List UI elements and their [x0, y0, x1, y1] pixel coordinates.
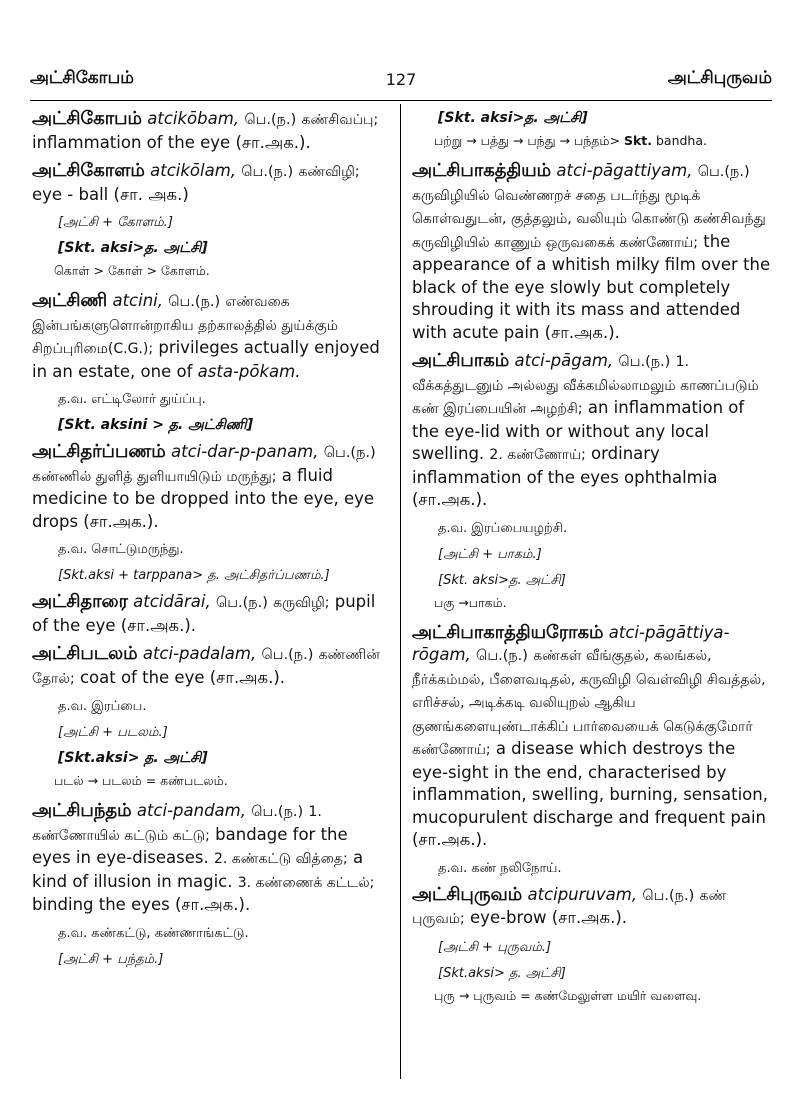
english-definition: eye - ball (சா. அக.) [32, 184, 189, 204]
sense-3-tamil: 3. கண்ணைக் கட்டல்; [237, 874, 375, 891]
transliteration: atcini, [112, 291, 163, 310]
guide-word-right: அட்சிபுருவம் [667, 68, 772, 88]
derivation-language: Skt. [623, 133, 652, 148]
transliteration: atcikōlam, [150, 161, 237, 180]
part-of-speech: பெ.(ந.) [241, 164, 294, 180]
header-rule [30, 100, 772, 101]
part-of-speech: பெ.(ந.) [642, 887, 695, 904]
etymology-note: [அட்சி + பாகம்.] [438, 546, 542, 562]
headword: அட்சிபாகத்தியம் [412, 160, 552, 181]
sense-1-tamil: 1. வீக்கத்துடனும் அல்லது வீக்கமில்லாமலும் காணப்படும் கண் இரப்பையின் அழற்சி; [412, 354, 759, 417]
transliteration: atci-pāgāttiya-rōgam, [412, 622, 730, 664]
english-definition: the appearance of a whitish milky film over the black of the eye slowly but completely shrouding it with its mass and attended with acute pain (சா.அக.). [412, 231, 771, 342]
derivation-chain: பற்று → பத்து → பந்து → பந்தம்> [434, 133, 620, 148]
headword: அட்சிகோபம் [32, 108, 143, 129]
part-of-speech: பெ.(ந.) [476, 648, 528, 664]
headword: அட்சிதர்ப்பணம் [32, 441, 166, 462]
tamil-equivalent: த.வ. இரப்பை. [58, 699, 147, 714]
entry-atcini [32, 290, 388, 383]
english-definition: a disease which destroys the eye-sight in the end, characterised by inflammation, swelling, burning, sensation, mucopurulent discharge and frequent pain (சா.அக.). [412, 739, 768, 849]
tamil-definition: கண்சிவப்பு; [301, 112, 379, 128]
english-definition: coat of the eye (சா.அக.). [79, 667, 286, 687]
entry-atcidarppanam [32, 441, 388, 533]
etymology-note: [Skt. aksi>த. அட்சி] [438, 572, 566, 588]
transliteration: atci-pāgattiyam, [556, 161, 693, 180]
page-header [30, 68, 772, 94]
tamil-definition: கருவிழியில் வெண்ணறச் சதை படர்ந்து மூடிக் கொள்வதுடன், குத்தலும், வலியும் கொண்டு கண்சிவந்து கருவிழியில் காணும் ஒருவகைக் கண்ணோய்; [412, 187, 766, 251]
headword: அட்சிபுருவம் [412, 883, 523, 905]
transliteration: atcikōbam, [147, 109, 240, 128]
tamil-equivalent: த.வ. சொட்டுமருந்து. [58, 542, 184, 557]
etymology-note: [Skt.aksi> த. அட்சி] [58, 750, 208, 766]
right-column [412, 108, 772, 1015]
tamil-equivalent: த.வ. கண்கட்டு, கண்ணாங்கட்டு. [58, 925, 249, 941]
english-definition: privileges actually enjoyed in an estate, one of [32, 338, 380, 381]
etymology-note: [அட்சி + படலம்.] [58, 725, 168, 740]
tamil-equivalent: த.வ. கண் நலிநோய். [438, 860, 562, 876]
part-of-speech: பெ.(ந.) [251, 804, 304, 820]
sense-1-english: an inflammation of the eye-lid with or without any local swelling. [412, 398, 745, 463]
etymology-note: [Skt. aksi>த. அட்சி] [58, 240, 208, 256]
part-of-speech: பெ.(ந.) [168, 294, 221, 310]
derivation-source: bandha. [655, 133, 707, 148]
headword: அட்சிபாகம் [412, 350, 510, 371]
sense-2-english: ordinary inflammation of the eyes ophthalmia (சா.அக.). [412, 444, 718, 509]
entry-atcipandam [32, 800, 388, 917]
derivation-note: கொள் > கோள் > கோளம். [54, 263, 210, 278]
tamil-equivalent: த.வ. இரப்பையழற்சி. [438, 520, 568, 536]
tamil-definition: கண்ணில் துளித் துளியாயிடும் மருந்து; [32, 468, 277, 485]
entry-atcipadalam [32, 643, 388, 690]
etymology-note: [Skt. aksi>த. அட்சி] [438, 110, 588, 126]
sense-1-tamil: 1. கண்ணோயில் கட்டும் கட்டு; [32, 804, 322, 844]
tamil-definition: கண்விழி; [298, 164, 360, 180]
english-definition: eye-brow (சா.அக.). [470, 908, 628, 927]
etymology-note: [Skt.aksi> த. அட்சி] [438, 965, 566, 981]
english-definition: pupil of the eye (சா.அக.). [32, 592, 376, 635]
tamil-definition: கருவிழி; [273, 595, 330, 611]
derivation-note: பகு →பாகம். [434, 594, 507, 610]
headword: அட்சிதாரை [32, 591, 128, 612]
left-column [32, 108, 388, 975]
headword: அட்சிபந்தம் [32, 800, 132, 821]
derivation-note [434, 130, 772, 152]
transliteration: atci-pāgam, [514, 351, 614, 370]
entry-atcipagattiyarogam [412, 622, 772, 852]
tamil-definition: கண்ணின் தோல்; [32, 647, 380, 687]
derivation-note: படல் → படலம் = கண்படலம். [54, 773, 228, 788]
etymology-note: [Skt.aksi + tarppana> த. அட்சிதர்ப்பணம்.] [58, 568, 330, 583]
transliteration: atcipuruvam, [527, 884, 638, 904]
tamil-equivalent: த.வ. எட்டிலோர் துய்ப்பு. [58, 392, 206, 407]
sense-2-english: a kind of illusion in magic. [32, 848, 364, 891]
tamil-definition: எண்வகை இன்பங்களுளொன்றாகிய தற்காலத்தில் துய்க்கும் சிறப்புரிமை(C.G.); [32, 294, 339, 357]
etymology-note: [அட்சி + புருவம்.] [438, 939, 552, 955]
part-of-speech: பெ.(ந.) [215, 595, 268, 611]
derivation-note: புரு → புருவம் = கண்மேலுள்ள மயிர் வளைவு. [434, 987, 702, 1003]
headword: அட்சிகோளம் [32, 160, 145, 181]
tamil-definition: கண்கள் வீங்குதல், கலங்கல், நீர்க்கம்மல், பீளைவடிதல், கருவிழி வெள்விழி சிவத்தல், எரிச்சல், அடிக்கடி வலியுறல் ஆகிய குணங்களையுண்டாக்கிப் பார்வையைக் கெடுக்குமோர் கண்ணோய்; [412, 648, 766, 758]
transliteration: atcidārai, [133, 592, 211, 611]
sense-2-tamil: 2. கண்கட்டு வித்தை; [213, 851, 348, 867]
entry-atcikolam [32, 160, 388, 206]
headword: அட்சிணி [32, 290, 108, 311]
part-of-speech: பெ.(ந.) [244, 112, 297, 128]
entry-atcipuruvam [412, 884, 772, 931]
part-of-speech: பெ.(ந.) [323, 445, 376, 461]
headword: அட்சிபாகாத்தியரோகம் [412, 621, 604, 643]
entry-atcipagam [412, 350, 772, 512]
english-definition: a fluid medicine to be dropped into the eye, eye drops (சா.அக.). [32, 465, 375, 531]
part-of-speech: பெ.(ந.) [261, 647, 314, 663]
transliteration: atci-padalam, [142, 644, 257, 663]
tamil-definition: கண் புருவம்; [412, 887, 727, 927]
column-divider [400, 104, 401, 1079]
part-of-speech: பெ.(ந.) [618, 354, 671, 370]
english-definition: inflammation of the eye (சா.அக.). [32, 132, 311, 152]
guide-word-left: அட்சிகோபம் [30, 68, 134, 88]
etymology-note: [அட்சி + பந்தம்.] [58, 951, 164, 967]
sense-3-english: binding the eyes (சா.அக.). [32, 895, 251, 914]
headword: அட்சிபடலம் [32, 643, 138, 664]
page-number: 127 [385, 70, 417, 89]
transliteration: atci-dar-p-panam, [170, 442, 319, 461]
transliteration: atci-pandam, [136, 801, 246, 820]
etymology-note: [Skt. aksini > த. அட்சிணி] [58, 417, 254, 433]
entry-atcikobam [32, 108, 388, 154]
entry-atcidarai [32, 591, 388, 637]
etymology-note: [அட்சி + கோளம்.] [58, 215, 173, 230]
entry-atcipagattiyam [412, 160, 772, 344]
part-of-speech: பெ.(ந.) [697, 164, 750, 180]
sense-1-english: bandage for the eyes in eye-diseases. [32, 824, 348, 867]
sense-2-tamil: 2. கண்ணோய்; [489, 447, 586, 463]
transliteration: asta-pōkam. [197, 361, 301, 381]
